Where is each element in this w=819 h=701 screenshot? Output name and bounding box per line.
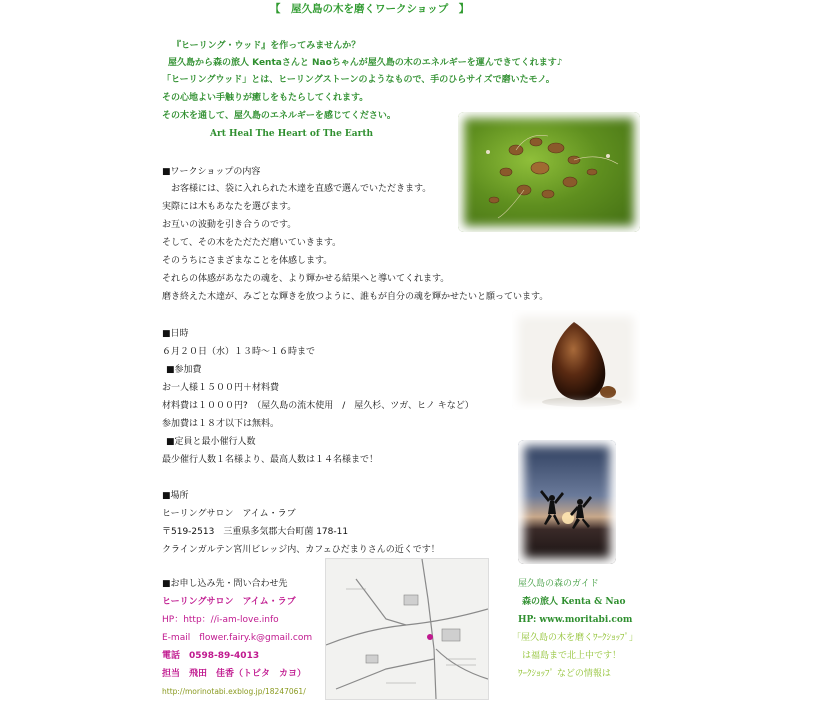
workshop-line: お互いの波動を引き合うのです。 xyxy=(162,220,297,230)
workshop-line: 実際には木もあなたを選びます。 xyxy=(162,202,297,212)
guide-note-1: 「屋久島の木を磨くﾜｰｸｼｮｯﾌﾟ」 xyxy=(512,633,639,643)
capacity-text: 最少催行人数１名様より、最高人数は１４名様まで！ xyxy=(162,455,379,465)
jumping-silhouettes-sunset-photo xyxy=(518,440,616,564)
workshop-line: そして、その木をただただ磨いていきます。 xyxy=(162,238,342,248)
place-address: 〒519-2513 三重県多気郡大台町菌 178-11 xyxy=(162,527,349,537)
intro-line-4: その心地よい手触りが癒しをもたらしてくれます。 xyxy=(162,93,369,103)
contact-hp-link[interactable]: HP：http：//i-am-love.info xyxy=(162,615,279,625)
guide-name: 森の旅人 Kenta & Nao xyxy=(522,597,626,607)
fee-line-1: お一人様１５００円＋材料費 xyxy=(162,383,280,393)
page-title: 【 屋久島の木を磨くワークショップ 】 xyxy=(270,3,470,15)
access-map xyxy=(325,558,489,700)
place-note: クラインガルテン宮川ビレッジ内、カフェひだまりさんの近くです！ xyxy=(162,545,440,555)
workshop-line: そのうちにさまざまなことを体感します。 xyxy=(162,256,333,266)
contact-heading: ■お申し込み先・問い合わせ先 xyxy=(162,579,288,589)
workshop-line: お客様には、袋に入れられた木達を直感で選んでいただきます。 xyxy=(162,184,432,194)
capacity-heading: ■定員と最小催行人数 xyxy=(166,437,256,447)
fee-line-3: 参加費は１８才以下は無料。 xyxy=(162,419,280,429)
intro-line-2: 屋久島から森の旅人 Kentaさんと Naoちゃんが屋久島の木のエネルギーを運んできてくれます♪ xyxy=(168,58,563,68)
guide-note-2: は福島まで北上中です！ xyxy=(522,651,622,661)
fee-heading: ■参加費 xyxy=(166,365,202,375)
contact-email-link[interactable]: E-mail flower.fairy.k@gmail.com xyxy=(162,633,313,643)
guide-note-3: ﾜｰｸｼｮｯﾌﾟ などの情報は xyxy=(518,669,611,679)
polished-wood-egg-photo xyxy=(512,310,640,410)
contact-tel: 電話 0598-89-4013 xyxy=(162,651,260,661)
workshop-heading: ■ワークショップの内容 xyxy=(162,167,261,177)
moss-with-wood-pieces-photo xyxy=(458,112,640,232)
workshop-line: それらの体感があなたの魂を、より輝かせる結果へと導いてくれます。 xyxy=(162,274,450,284)
event-date: ６月２０日（水）１３時～１６時まで xyxy=(162,347,316,357)
date-heading: ■日時 xyxy=(162,329,189,339)
contact-salon: ヒーリングサロン アイム・ラブ xyxy=(162,597,296,607)
guide-hp-link[interactable]: HP: www.moritabi.com xyxy=(518,615,633,625)
intro-line-5: その木を通して、屋久島のエネルギーを感じてください。 xyxy=(162,111,396,121)
workshop-line: 磨き終えた木達が、みごとな輝きを放つように、誰もが自分の魂を輝かせたいと願っています。 xyxy=(162,292,549,302)
blog-link[interactable]: http://morinotabi.exblog.jp/18247061/ xyxy=(162,687,306,696)
intro-line-1: 『ヒーリング・ウッド』を作ってみませんか？ xyxy=(172,41,361,51)
fee-line-2: 材料費は１０００円? （屋久島の流木使用 / 屋久杉、ツガ、ヒノ キなど） xyxy=(162,401,474,411)
intro-tagline: Art Heal The Heart of The Earth xyxy=(210,129,374,139)
place-name: ヒーリングサロン アイム・ラブ xyxy=(162,509,296,519)
contact-person: 担当 飛田 佳香（トビタ カヨ） xyxy=(162,669,307,679)
intro-line-3: 「ヒーリングウッド」とは、ヒーリングストーンのようなもので、手のひらサイズで磨いたモノ。 xyxy=(162,75,555,85)
place-heading: ■場所 xyxy=(162,491,189,501)
guide-label: 屋久島の森のガイド xyxy=(518,579,599,589)
